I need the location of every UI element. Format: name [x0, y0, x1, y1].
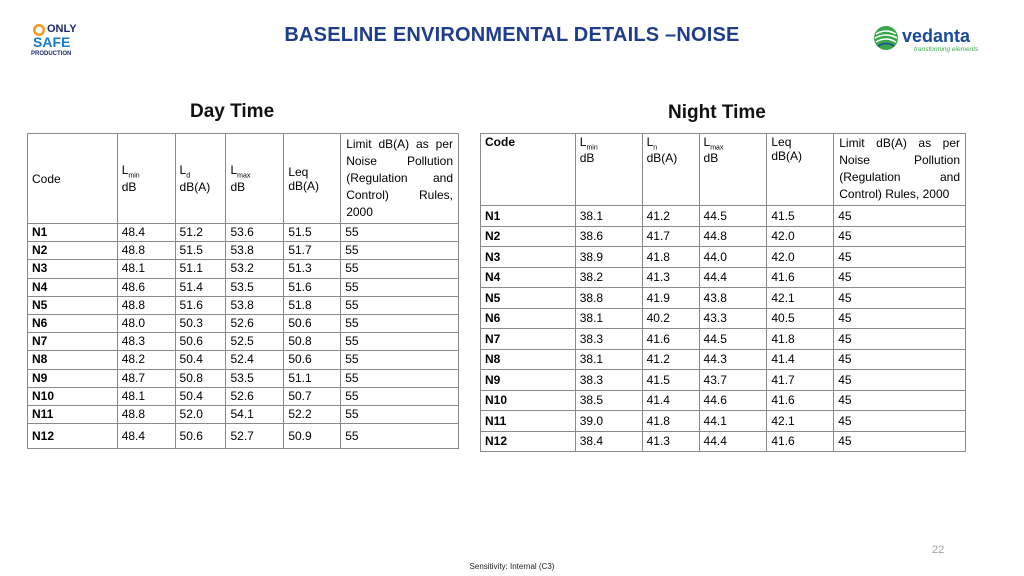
day-time-heading: Day Time [190, 101, 275, 122]
page-title: BASELINE ENVIRONMENTAL DETAILS –NOISE [284, 24, 740, 46]
header-ld: $L_d$ dB(A) [175, 134, 226, 224]
svg-text:transforming elements: transforming elements [914, 46, 979, 53]
table-row: N4 38.2 41.3 44.4 41.6 45 [481, 267, 966, 288]
night-time-table [480, 133, 966, 452]
table-row: N5 38.8 41.9 43.8 42.1 45 [481, 288, 966, 309]
table-row: N1 38.1 41.2 44.5 41.5 45 [481, 206, 966, 227]
header-leq: Leq dB(A) [284, 134, 341, 224]
table-row: N6 48.0 50.3 52.6 50.6 55 [28, 314, 459, 332]
table-row: N12 38.4 41.3 44.4 41.6 45 [481, 431, 966, 452]
page-number: 22 [932, 544, 945, 556]
header-code: Code [28, 134, 118, 224]
table-row: N8 38.1 41.2 44.3 41.4 45 [481, 349, 966, 370]
day-time-table [27, 133, 459, 449]
header-lmin: $L_{min}$ dB [575, 134, 642, 206]
svg-text:ONLY: ONLY [47, 23, 77, 35]
table-row: N9 48.7 50.8 53.5 51.1 55 [28, 369, 459, 387]
vedanta-logo [872, 22, 1002, 54]
header-ln: $L_n$ dB(A) [642, 134, 699, 206]
table-header-row [481, 134, 966, 206]
table-row: N1 48.4 51.2 53.6 51.5 55 [28, 224, 459, 242]
table-row: N10 48.1 50.4 52.6 50.7 55 [28, 387, 459, 405]
svg-text:SAFE: SAFE [33, 34, 71, 50]
table-row: N4 48.6 51.4 53.5 51.6 55 [28, 278, 459, 296]
header-lmin: $L_{min}$ dB [117, 134, 175, 224]
table-row: N10 38.5 41.4 44.6 41.6 45 [481, 390, 966, 411]
table-header-row [28, 134, 459, 224]
table-row: N12 48.4 50.6 52.7 50.9 55 [28, 424, 459, 449]
svg-text:vedanta: vedanta [902, 26, 971, 46]
table-row: N9 38.3 41.5 43.7 41.7 45 [481, 370, 966, 391]
table-row: N3 38.9 41.8 44.0 42.0 45 [481, 247, 966, 268]
table-row: N8 48.2 50.4 52.4 50.6 55 [28, 351, 459, 369]
header-limit: Limit dB(A) as per Noise Pollution (Regulation and Control) Rules, 2000 [341, 134, 459, 224]
vedanta-leaf-icon [874, 26, 898, 50]
table-row: N6 38.1 40.2 43.3 40.5 45 [481, 308, 966, 329]
header-leq: Leq dB(A) [767, 134, 834, 206]
sensitivity-label: Sensitivity: Internal (C3) [469, 562, 555, 571]
svg-text:PRODUCTION: PRODUCTION [31, 51, 72, 57]
header-code: Code [481, 134, 576, 206]
table-row: N7 38.3 41.6 44.5 41.8 45 [481, 329, 966, 350]
header-lmax: $L_{max}$ dB [226, 134, 284, 224]
header-lmax: $L_{max}$ dB [699, 134, 767, 206]
table-row: N3 48.1 51.1 53.2 51.3 55 [28, 260, 459, 278]
table-row: N2 48.8 51.5 53.8 51.7 55 [28, 242, 459, 260]
table-row: N11 39.0 41.8 44.1 42.1 45 [481, 411, 966, 432]
table-row: N5 48.8 51.6 53.8 51.8 55 [28, 296, 459, 314]
table-row: N7 48.3 50.6 52.5 50.8 55 [28, 333, 459, 351]
header-limit: Limit dB(A) as per Noise Pollution (Regulation and Control) Rules, 2000 [834, 134, 966, 206]
night-time-heading: Night Time [668, 102, 766, 123]
table-row: N11 48.8 52.0 54.1 52.2 55 [28, 405, 459, 423]
table-row: N2 38.6 41.7 44.8 42.0 45 [481, 226, 966, 247]
